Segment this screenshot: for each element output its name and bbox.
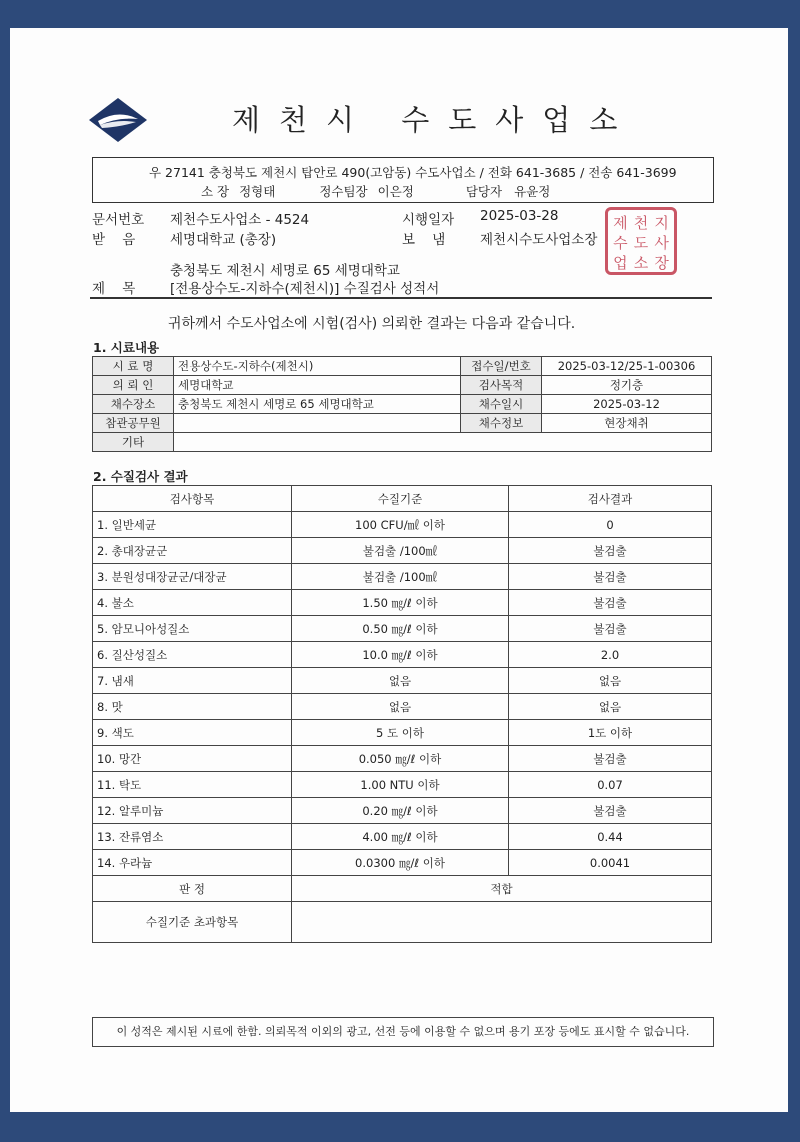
- staff-line: [201, 182, 550, 200]
- sample-value: [174, 414, 461, 433]
- subject-label: 제 목: [92, 281, 136, 297]
- seal-char: 수: [613, 234, 628, 252]
- sample-label: 의 뢰 인: [93, 376, 174, 395]
- staff-role: 담당자: [465, 184, 503, 199]
- city-logo-icon: [88, 97, 148, 143]
- result-value: 불검출: [509, 538, 712, 564]
- result-standard: 불검출 /100㎖: [292, 538, 509, 564]
- sample-value: 충청북도 제천시 세명로 65 세명대학교: [174, 395, 461, 414]
- sample-value: 정기층: [542, 376, 712, 395]
- sample-label: 접수일/번호: [461, 357, 542, 376]
- table-row: [93, 512, 712, 538]
- sample-label: 채수장소: [93, 395, 174, 414]
- sample-label: 시 료 명: [93, 357, 174, 376]
- sample-label: 채수일시: [461, 395, 542, 414]
- result-value: 없음: [509, 694, 712, 720]
- result-standard: 불검출 /100㎖: [292, 564, 509, 590]
- sample-label: 기타: [93, 433, 174, 452]
- footer-note: 이 성적은 제시된 시료에 한함. 의뢰목적 이외의 광고, 선전 등에 이용할 수 없으며 용기 포장 등에도 표시할 수 없습니다.: [92, 1017, 714, 1047]
- result-standard: 1.50 ㎎/ℓ 이하: [292, 590, 509, 616]
- sample-section-title: 1. 시료내용: [93, 340, 160, 355]
- recipient-label: 받 음: [92, 232, 136, 248]
- result-standard: 없음: [292, 668, 509, 694]
- seal-char: 업: [613, 254, 628, 272]
- result-value: 0: [509, 512, 712, 538]
- exceed-label: 수질기준 초과항목: [93, 902, 292, 943]
- result-value: 불검출: [509, 616, 712, 642]
- sample-value: [174, 433, 712, 452]
- recipient-address: 충청북도 제천시 세명로 65 세명대학교: [170, 263, 400, 279]
- result-item: 10. 망간: [93, 746, 292, 772]
- result-value: 0.07: [509, 772, 712, 798]
- table-header-row: [93, 486, 712, 512]
- judgement-value: 적합: [292, 876, 712, 902]
- results-table: [92, 485, 712, 943]
- result-item: 7. 냄새: [93, 668, 292, 694]
- results-section-title: 2. 수질검사 결과: [93, 469, 188, 484]
- result-item: 6. 질산성질소: [93, 642, 292, 668]
- doc-number-value: 제천수도사업소 - 4524: [170, 212, 310, 228]
- staff-name: 정형태: [239, 184, 276, 199]
- subject-value: [전용상수도-지하수(제천시)] 수질검사 성적서: [170, 281, 440, 297]
- result-item: 9. 색도: [93, 720, 292, 746]
- table-row: [93, 376, 712, 395]
- table-row: [93, 642, 712, 668]
- table-row: [93, 668, 712, 694]
- table-row: [93, 590, 712, 616]
- staff-role: 소 장: [201, 184, 230, 199]
- result-item: 2. 총대장균군: [93, 538, 292, 564]
- result-standard: 4.00 ㎎/ℓ 이하: [292, 824, 509, 850]
- result-value: 불검출: [509, 746, 712, 772]
- result-item: 5. 암모니아성질소: [93, 616, 292, 642]
- result-standard: 0.50 ㎎/ℓ 이하: [292, 616, 509, 642]
- exceed-value: [292, 902, 712, 943]
- result-value: 불검출: [509, 798, 712, 824]
- table-row: [93, 395, 712, 414]
- table-row: [93, 414, 712, 433]
- seal-char: 제: [613, 214, 628, 232]
- result-value: 0.0041: [509, 850, 712, 876]
- staff-name: 유윤정: [514, 184, 551, 199]
- result-item: 8. 맛: [93, 694, 292, 720]
- seal-char: 사: [654, 234, 669, 252]
- seal-char: 지: [654, 214, 669, 232]
- column-header: 검사결과: [509, 486, 712, 512]
- address-line: 우 27141 충청북도 제천시 탑안로 490(고암동) 수도사업소 / 전화 641-3685 / 전송 641-3699: [149, 165, 677, 180]
- table-row: [93, 746, 712, 772]
- sample-value: 전용상수도-지하수(제천시): [174, 357, 461, 376]
- doc-date-label: 시행일자: [402, 212, 455, 228]
- sample-label: 검사목적: [461, 376, 542, 395]
- table-row: [93, 850, 712, 876]
- result-value: 0.44: [509, 824, 712, 850]
- column-header: 수질기준: [292, 486, 509, 512]
- table-row: [93, 357, 712, 376]
- column-header: 검사항목: [93, 486, 292, 512]
- address-box: [92, 157, 714, 203]
- staff-role: 정수팀장: [319, 184, 368, 199]
- result-value: 1도 이하: [509, 720, 712, 746]
- sender-value: 제천시수도사업소장: [480, 232, 598, 248]
- result-standard: 0.050 ㎎/ℓ 이하: [292, 746, 509, 772]
- exceed-row: [93, 902, 712, 943]
- seal-char: 도: [633, 234, 649, 252]
- table-row: [93, 433, 712, 452]
- result-standard: 5 도 이하: [292, 720, 509, 746]
- result-standard: 없음: [292, 694, 509, 720]
- sample-label: 참관공무원: [93, 414, 174, 433]
- result-value: 불검출: [509, 564, 712, 590]
- result-item: 12. 알루미늄: [93, 798, 292, 824]
- intro-text: 귀하께서 수도사업소에 시험(검사) 의뢰한 결과는 다음과 같습니다.: [168, 316, 576, 332]
- header-divider: [90, 297, 712, 299]
- sample-label: 채수정보: [461, 414, 542, 433]
- sample-value: 2025-03-12: [542, 395, 712, 414]
- seal-char: 장: [654, 254, 669, 272]
- staff-name: 이은정: [377, 184, 414, 199]
- result-value: 불검출: [509, 590, 712, 616]
- result-item: 4. 불소: [93, 590, 292, 616]
- official-seal: [605, 207, 677, 275]
- result-item: 13. 잔류염소: [93, 824, 292, 850]
- result-item: 14. 우라늄: [93, 850, 292, 876]
- result-standard: 0.0300 ㎎/ℓ 이하: [292, 850, 509, 876]
- seal-char: 천: [633, 214, 649, 232]
- sample-info-table: [92, 356, 712, 452]
- table-row: [93, 694, 712, 720]
- result-standard: 100 CFU/㎖ 이하: [292, 512, 509, 538]
- result-item: 3. 분원성대장균군/대장균: [93, 564, 292, 590]
- sample-value: 2025-03-12/25-1-00306: [542, 357, 712, 376]
- table-row: [93, 538, 712, 564]
- doc-date-value: 2025-03-28: [480, 208, 559, 224]
- result-value: 없음: [509, 668, 712, 694]
- sample-value: 세명대학교: [174, 376, 461, 395]
- result-standard: 1.00 NTU 이하: [292, 772, 509, 798]
- table-row: [93, 772, 712, 798]
- sender-label: 보 냄: [402, 232, 446, 248]
- sample-value: 현장채취: [542, 414, 712, 433]
- judgement-row: [93, 876, 712, 902]
- recipient-value: 세명대학교 (총장): [170, 232, 277, 248]
- table-row: [93, 824, 712, 850]
- seal-char: 소: [633, 254, 649, 272]
- result-value: 2.0: [509, 642, 712, 668]
- org-title: 제천시 수도사업소: [232, 103, 637, 137]
- result-item: 11. 탁도: [93, 772, 292, 798]
- table-row: [93, 720, 712, 746]
- result-item: 1. 일반세균: [93, 512, 292, 538]
- doc-number-label: 문서번호: [92, 212, 145, 228]
- table-row: [93, 798, 712, 824]
- table-row: [93, 616, 712, 642]
- result-standard: 0.20 ㎎/ℓ 이하: [292, 798, 509, 824]
- result-standard: 10.0 ㎎/ℓ 이하: [292, 642, 509, 668]
- judgement-label: 판 정: [93, 876, 292, 902]
- table-row: [93, 564, 712, 590]
